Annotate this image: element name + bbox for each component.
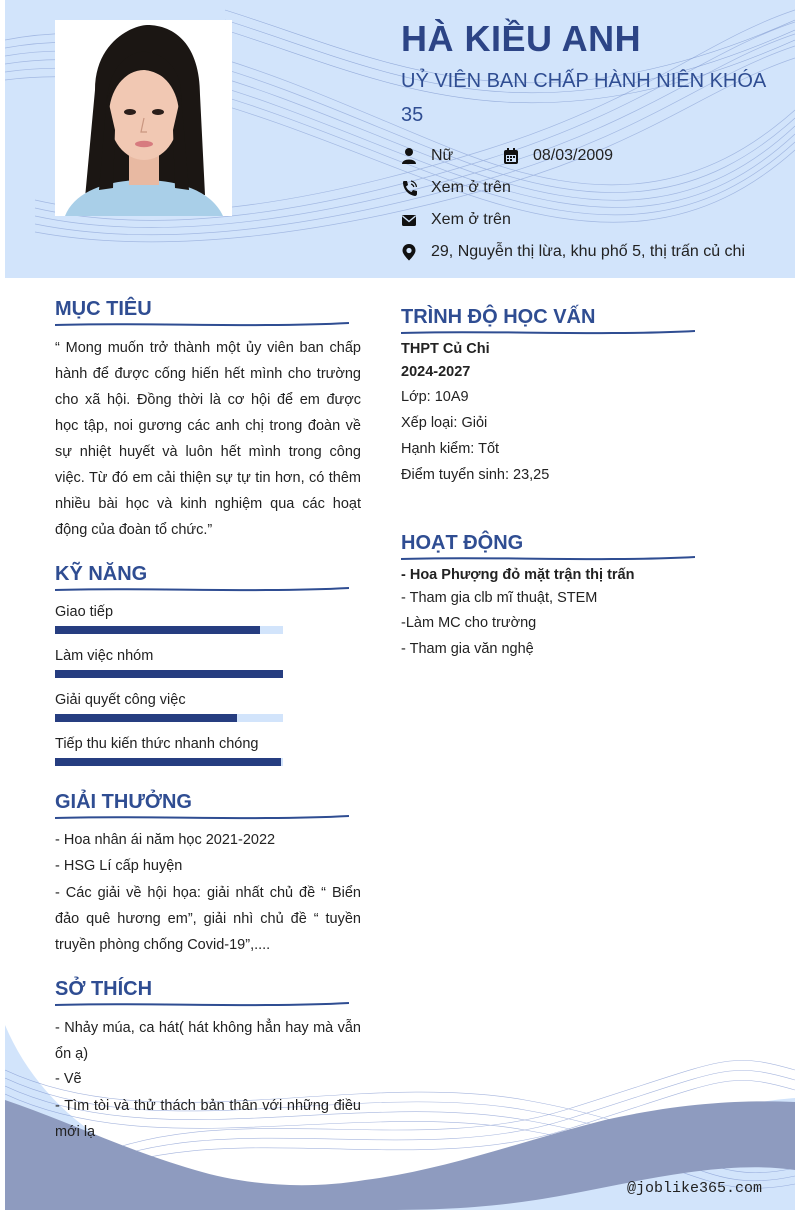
phone-value: Xem ở trên [431,179,511,196]
skill-bar [55,714,283,722]
user-icon [401,147,417,165]
education-underline [401,328,695,336]
skill-bar-fill [55,626,260,634]
skill-label: Làm việc nhóm [55,648,154,664]
awards-heading: GIẢI THƯỞNG [55,791,192,813]
skill-label: Tiếp thu kiến thức nhanh chóng [55,736,259,752]
hobbies-heading: SỞ THÍCH [55,978,153,1000]
class-info: Lớp: 10A9 [401,389,469,405]
email-value: Xem ở trên [431,211,511,228]
hobby-item: - Nhảy múa, ca hát( hát không hẳn hay mà vẫn ổn ạ) [55,1020,361,1062]
awards-underline [55,813,349,821]
gender-value: Nữ [431,147,454,164]
activities-heading: HOẠT ĐỘNG [401,532,524,554]
school-years: 2024-2027 [401,364,471,380]
resume-page [5,0,795,1210]
skill-bar-fill [55,714,237,722]
skill-bar [55,626,283,634]
address-value: 29, Nguyễn thị lừa, khu phố 5, thị trấn củ chi [431,243,746,260]
admission-score: Điểm tuyển sinh: 23,25 [401,467,550,483]
rank-info: Xếp loại: Giỏi [401,415,488,431]
activities-underline [401,554,695,562]
skill-label: Giao tiếp [55,604,114,620]
watermark-tag: @joblike365.com [627,1180,763,1197]
skill-bar-fill [55,758,281,766]
phone-icon [401,179,417,197]
calendar-icon [503,147,519,165]
school-name: THPT Củ Chi [401,341,490,357]
objective-underline [55,320,349,328]
map-pin-icon [401,243,417,261]
activity-item: -Làm MC cho trường [401,615,537,631]
hobby-item: - Tìm tòi và thử thách bản thân với những điều mới lạ [55,1098,361,1140]
hobbies-underline [55,1000,349,1008]
hobby-item: - Vẽ [55,1071,82,1087]
skills-heading: KỸ NĂNG [55,563,148,585]
objective-text: “ Mong muốn trở thành một ủy viên ban chấp hành để được cống hiến hết mình cho trường cho xã hội. Đồng thời là cơ hội để em được học tập, noi gương các anh chị trong đoàn về sự nhiệt huyết và luôn hết mình trong công việc. Từ đó em cải thiện sự tự tin hơn, có thêm nhiều bài học và kinh nghiệm qua các hoạt động của đoàn tổ chức.” [55,340,361,538]
award-item: - Các giải về hội họa: giải nhất chủ đề “ Biển đảo quê hương em”, giải nhì chủ đề “ tuyền truyền phòng chống Covid-19”,.... [55,885,361,953]
conduct-info: Hạnh kiểm: Tốt [401,441,500,457]
activity-org: - Hoa Phượng đỏ mặt trận thị trấn [401,567,635,583]
award-item: - Hoa nhân ái năm học 2021-2022 [55,832,276,848]
activity-item: - Tham gia clb mĩ thuật, STEM [401,590,598,606]
skill-bar [55,758,283,766]
objective-heading: MỤC TIÊU [55,298,152,320]
full-name: HÀ KIỀU ANH [401,18,642,59]
skills-underline [55,585,349,593]
activity-item: - Tham gia văn nghệ [401,641,534,657]
education-heading: TRÌNH ĐỘ HỌC VẤN [401,306,596,328]
skill-bar-fill [55,670,283,678]
skill-label: Giải quyết công việc [55,692,186,708]
skill-bar [55,670,283,678]
position-title: UỶ VIÊN BAN CHẤP HÀNH NIÊN KHÓA 35 [401,70,766,126]
birthdate-value: 08/03/2009 [533,147,614,164]
profile-photo [55,20,232,216]
envelope-icon [401,211,417,229]
portrait-illustration [55,20,232,216]
header-band [5,0,795,278]
award-item: - HSG Lí cấp huyện [55,858,183,874]
